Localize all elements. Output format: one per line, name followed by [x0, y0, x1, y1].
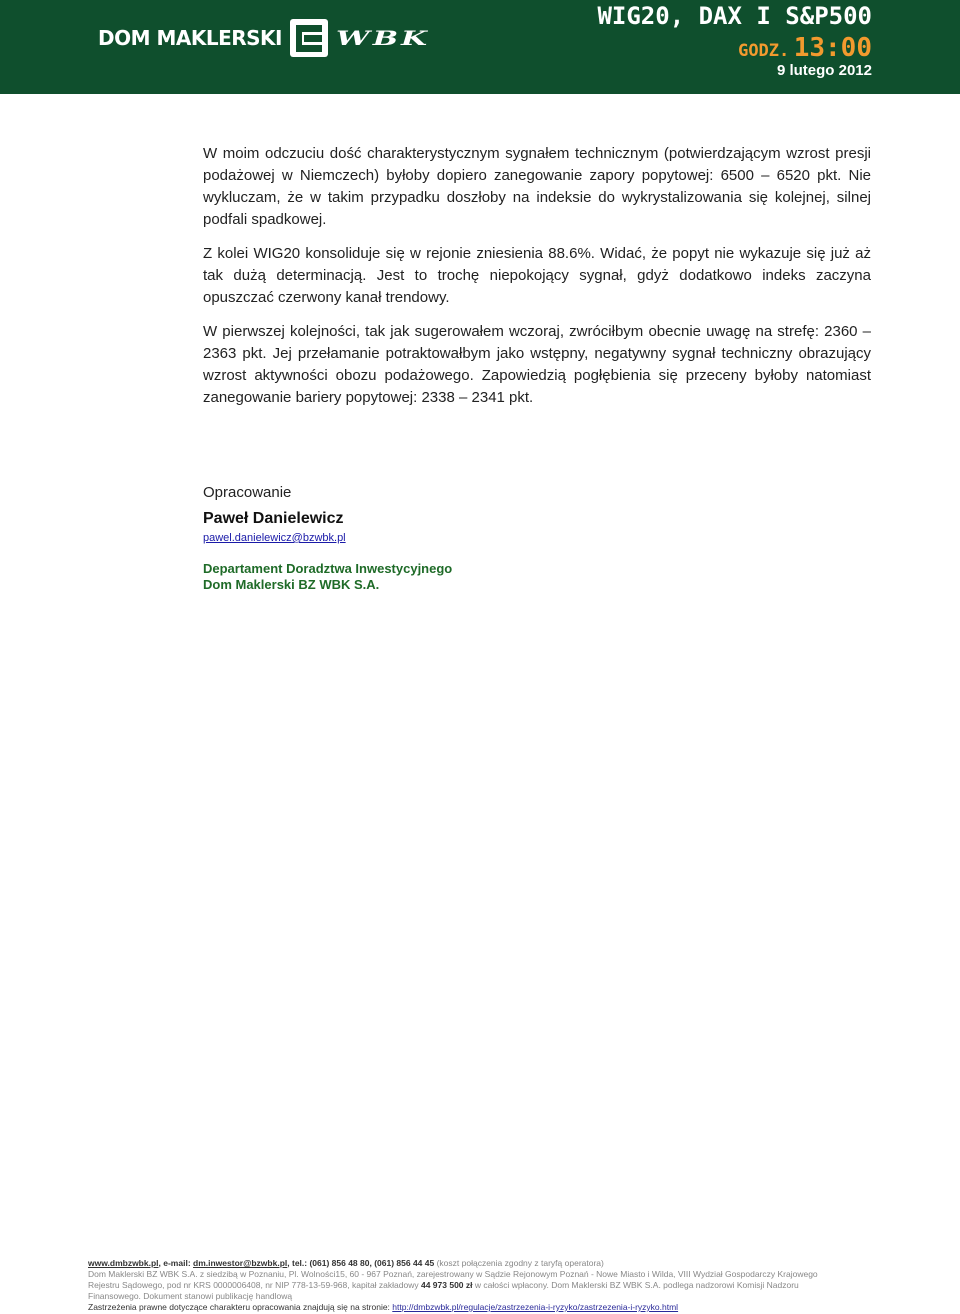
logo-wbk-text: WBK [336, 26, 431, 50]
footer-capital: 44 973 500 zł [420, 1280, 473, 1290]
company-logo [98, 16, 431, 60]
report-header [0, 0, 960, 94]
paragraph-dax: W moim odczuciu dość charakterystycznym sygnałem technicznym (potwierdzającym wzrost presji podażowej w Niemczech) byłoby dopiero zanegowanie zapory popytowej: 6500 – 6520 pkt. Nie wykluczam, że w takim przypadku doszłoby na indeksie do wykrystalizowania się kolejnej, silnej podfali spadkowej. [203, 145, 871, 228]
disclaimer-link[interactable]: http://dmbzwbk.pl/regulacje/zastrzezenia-i-ryzyko/zastrzezenia-i-ryzyko.html [392, 1302, 679, 1312]
footer-line-3a: Rejestru Sądowego, pod nr KRS 0000006408, nr NIP 778-13-59-968, kapitał zakładowy [88, 1280, 421, 1290]
author-email-link[interactable]: pawel.danielewicz@bzwbk.pl [203, 532, 346, 544]
department-name: Departament Doradztwa Inwestycyjnego [203, 561, 453, 576]
legal-footer [88, 1258, 878, 1313]
footer-phone-note: (koszt połączenia zgodny z taryfą operatora) [434, 1258, 604, 1268]
report-title: WIG20, DAX I S&P500 [597, 2, 872, 30]
website-link[interactable]: www.dmbzwbk.pl [88, 1258, 159, 1268]
report-date: 9 lutego 2012 [776, 62, 872, 79]
paragraph-wig20-levels: W pierwszej kolejności, tak jak sugerowałem wczoraj, zwróciłbym obecnie uwagę na strefę: 2360 – 2363 pkt. Jej przełamanie potraktowałbym jako wstępny, negatywny sygnał techniczny obrazujący wzrost aktywności obozu podażowego. Zapowiedzią pogłębienia się przeceny byłoby natomiast zanegowanie bariery popytowej: 2338 – 2341 pkt. [203, 323, 871, 406]
footer-phone: , tel.: (061) 856 48 80, (061) 856 44 45 [287, 1258, 435, 1268]
footer-email-label: , e-mail: [158, 1258, 194, 1268]
signature-label: Opracowanie [203, 484, 292, 501]
company-name: Dom Maklerski BZ WBK S.A. [203, 577, 380, 592]
footer-email-link[interactable]: dm.inwestor@bzwbk.pl [193, 1258, 288, 1268]
signature-block [203, 484, 452, 593]
bz-logo-icon [290, 19, 328, 57]
disclaimer-label: Zastrzeżenia prawne dotyczące charakteru opracowania znajdują się na stronie: [88, 1302, 393, 1312]
paragraph-wig20-consolidation: Z kolei WIG20 konsoliduje się w rejonie zniesienia 88.6%. Widać, że popyt nie wykazuje się już aż tak dużą determinacją. Jest to trochę niepokojący sygnał, gdyż dodatkowo indeks zaczyna opuszczać czerwony kanał trendowy. [203, 245, 871, 306]
time-prefix: GODZ. [738, 41, 790, 61]
logo-text: DOM MAKLERSKI [98, 26, 282, 50]
footer-line-2: Dom Maklerski BZ WBK S.A. z siedzibą w Poznaniu, Pl. Wolności15, 60 - 967 Poznań, zarejestrowany w Sądzie Rejonowym Poznań - Nowe Miasto i Wilda, VIII Wydział Gospodarczy Krajowego [88, 1269, 818, 1279]
author-name: Paweł Danielewicz [203, 510, 344, 527]
time-value: 13:00 [793, 33, 872, 63]
report-body [203, 143, 871, 421]
footer-line-4: Finansowego. Dokument stanowi publikację handlową [88, 1291, 293, 1301]
report-time [738, 33, 872, 63]
footer-line-3b: w całości wpłacony. Dom Maklerski BZ WBK S.A. podlega nadzorowi Komisji Nadzoru [472, 1280, 799, 1290]
